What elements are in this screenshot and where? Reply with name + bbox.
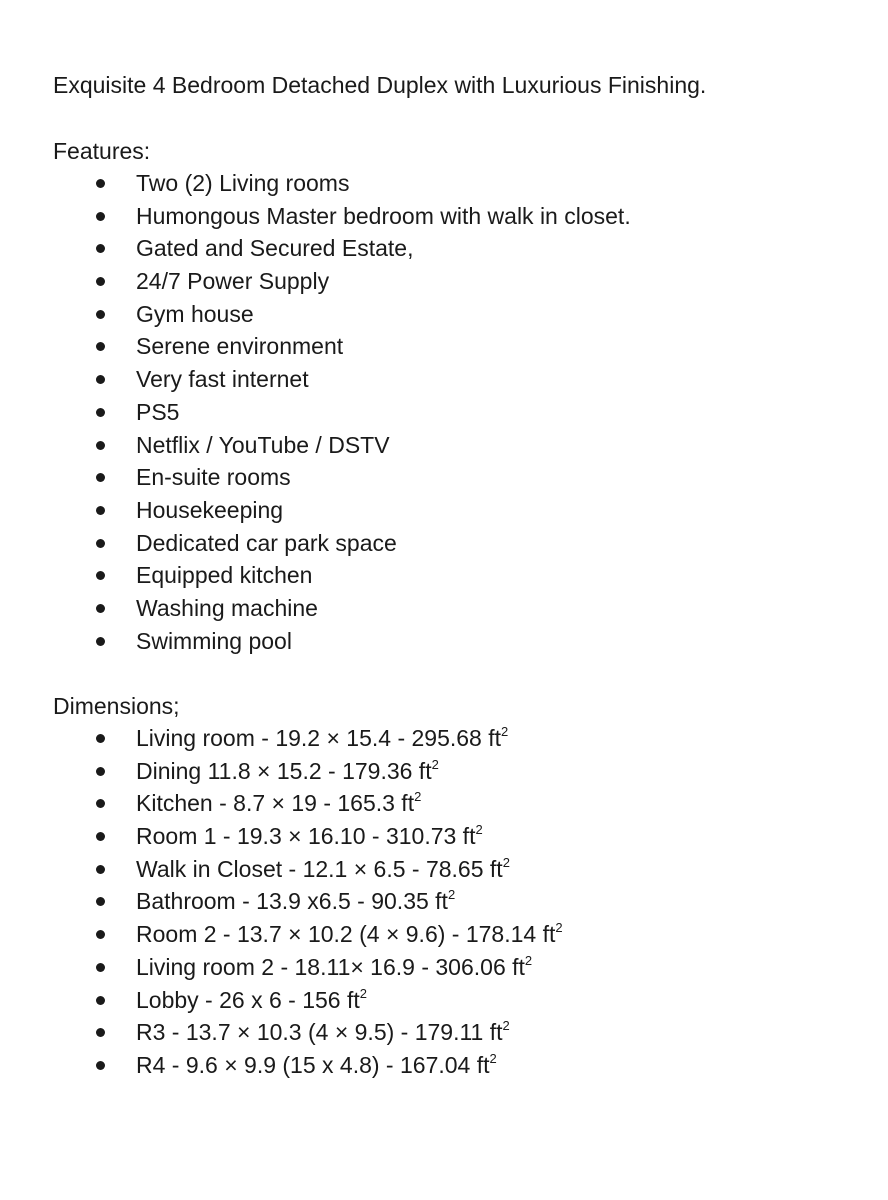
square-unit-superscript: 2 [524,952,533,968]
dimension-text: Kitchen - 8.7 × 19 - 165.3 ft [136,790,415,817]
feature-text: Serene environment [136,333,344,360]
dimension-text: Room 2 - 13.7 × 10.2 (4 × 9.6) - 178.14 ft [136,921,556,948]
bullet-icon [96,996,105,1005]
dimension-text: Room 1 - 19.3 × 16.10 - 310.73 ft [136,823,476,850]
dimension-line [136,1017,510,1047]
bullet-icon [96,1028,105,1037]
dimension-line [136,985,367,1015]
features-heading: Features: [53,138,151,164]
feature-text: Netflix / YouTube / DSTV [136,431,390,458]
square-unit-superscript: 2 [501,724,509,739]
bullet-icon [96,342,105,351]
document-title: Exquisite 4 Bedroom Detached Duplex with Luxurious Finishing. [53,72,707,98]
square-unit-superscript: 2 [555,920,563,936]
bullet-icon [96,375,105,384]
feature-text: En-suite rooms [136,464,291,491]
feature-text: Washing machine [136,594,318,621]
dimension-line [136,1050,497,1080]
square-unit-superscript: 2 [447,887,456,903]
feature-text: Humongous Master bedroom with walk in closet. [136,202,631,229]
dimension-text: R4 - 9.6 × 9.9 (15 x 4.8) - 167.04 ft [136,1051,490,1078]
dimension-line [136,788,421,818]
bullet-icon [96,767,105,776]
bullet-icon [96,930,105,939]
square-unit-superscript: 2 [475,822,483,838]
square-unit-superscript: 2 [489,1050,497,1066]
feature-text: Two (2) Living rooms [136,170,350,196]
dimension-text: Bathroom - 13.9 x6.5 - 90.35 ft [136,888,448,915]
bullet-icon [96,637,105,646]
square-unit-superscript: 2 [502,1018,510,1034]
bullet-icon [96,244,105,253]
bullet-icon [96,1061,105,1070]
feature-text: Gym house [136,300,254,327]
bullet-icon [96,179,105,188]
bullet-icon [96,571,105,580]
dimension-text: Living room - 19.2 × 15.4 - 295.68 ft [136,725,502,751]
bullet-icon [96,734,105,743]
feature-text: PS5 [136,398,180,425]
feature-text: Gated and Secured Estate, [136,235,414,262]
feature-text: 24/7 Power Supply [136,268,330,295]
feature-text: Housekeeping [136,496,284,523]
dimension-line [136,854,510,884]
dimension-text: R3 - 13.7 × 10.3 (4 × 9.5) - 179.11 ft [136,1019,503,1046]
dimensions-heading: Dimensions; [53,693,180,719]
dimension-line [136,919,563,949]
bullet-icon [96,865,105,874]
bullet-icon [96,408,105,417]
bullet-icon [96,473,105,482]
feature-text: Very fast internet [136,366,309,393]
bullet-icon [96,897,105,906]
bullet-icon [96,277,105,286]
bullet-icon [96,604,105,613]
square-unit-superscript: 2 [359,985,367,1001]
square-unit-superscript: 2 [502,854,510,870]
dimension-line [136,886,455,916]
square-unit-superscript: 2 [431,756,439,772]
dimension-line [136,723,508,753]
bullet-icon [96,963,105,972]
bullet-icon [96,212,105,221]
dimension-text: Living room 2 - 18.11× 16.9 - 306.06 ft [136,953,525,980]
dimension-text: Walk in Closet - 12.1 × 6.5 - 78.65 ft [136,855,503,882]
dimension-text: Lobby - 26 x 6 - 156 ft [136,986,360,1013]
bullet-icon [96,441,105,450]
dimension-line [136,756,439,786]
square-unit-superscript: 2 [414,789,422,805]
bullet-icon [96,506,105,515]
dimension-line [136,952,532,982]
feature-text: Equipped kitchen [136,562,313,589]
dimension-text: Dining 11.8 × 15.2 - 179.36 ft [136,757,432,784]
bullet-icon [96,539,105,548]
dimension-line [136,821,483,851]
bullet-icon [96,310,105,319]
feature-text: Dedicated car park space [136,529,397,556]
bullet-icon [96,832,105,841]
bullet-icon [96,799,105,808]
feature-text: Swimming pool [136,627,292,654]
